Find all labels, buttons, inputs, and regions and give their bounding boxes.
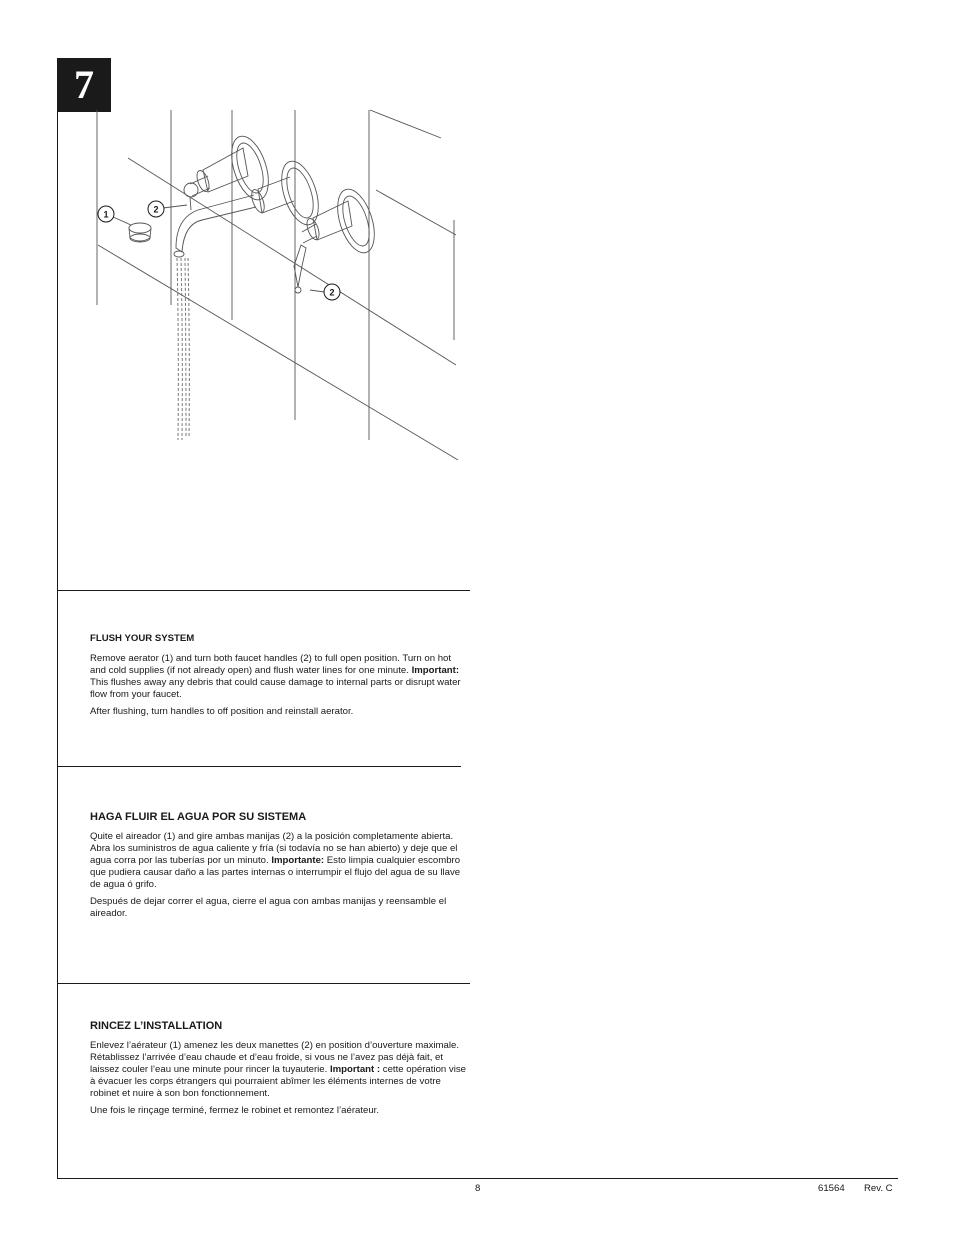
faucet-illustration — [58, 100, 478, 460]
document-number: 61564 — [818, 1183, 845, 1194]
instruction-paragraph: Une fois le rinçage terminé, fermez le robinet et remontez l’aérateur. — [90, 1105, 380, 1116]
english-instructions — [90, 633, 468, 723]
french-instructions — [90, 1020, 468, 1122]
spanish-instructions — [90, 811, 468, 925]
instruction-paragraph: After flushing, turn handles to off position and reinstall aerator. — [90, 706, 354, 717]
page-number: 8 — [475, 1183, 481, 1194]
step-number-badge: 7 — [57, 58, 111, 112]
instruction-paragraph: Después de dejar correr el agua, cierre el agua con ambas manijas y reensamble el aireador. — [90, 896, 447, 919]
footer-rule — [57, 1178, 898, 1179]
instruction-paragraph: Quite el aireador (1) and gire ambas manijas (2) a la posición completamente abierta. Abra los suministros de agua caliente y fría (si todavía no se han abierto) y deje que el agua corra por las tuberías por un minuto. Importante: Esto limpia cualquier escombro que pudiera causar daño a las partes internas o interrumpir el flujo del agua de su llave de agua ó grifo. — [90, 831, 461, 890]
divider-rule — [57, 590, 470, 591]
callout-label: 2 — [153, 204, 159, 215]
callout-label: 2 — [329, 287, 335, 298]
divider-rule — [57, 983, 470, 984]
section-heading: RINCEZ L’INSTALLATION — [90, 1020, 223, 1032]
section-heading: HAGA FLUIR EL AGUA POR SU SISTEMA — [90, 811, 307, 823]
section-heading: FLUSH YOUR SYSTEM — [90, 633, 195, 644]
instruction-paragraph: Remove aerator (1) and turn both faucet handles (2) to full open position. Turn on hot and cold supplies (if not already open) and flush water lines for one minute. Important: This flushes away any debris that could cause damage to internal parts or disrupt water flow from your faucet. — [90, 653, 461, 700]
divider-rule — [57, 766, 461, 767]
callout-label: 1 — [103, 209, 109, 220]
revision-label: Rev. C — [864, 1183, 893, 1194]
instruction-paragraph: Enlevez l’aérateur (1) amenez les deux manettes (2) en position d’ouverture maximale. Rétablissez l’arrivée d’eau chaude et d’eau froide, si vous ne l’avez pas déjà fait, et laissez couler l’eau une minute pour rincer la tuyauterie. Important : cette opération vise à évacuer les corps étrangers qui pourraient abîmer les éléments internes de votre robinet et nuire à son bon fonctionnement. — [90, 1040, 466, 1099]
